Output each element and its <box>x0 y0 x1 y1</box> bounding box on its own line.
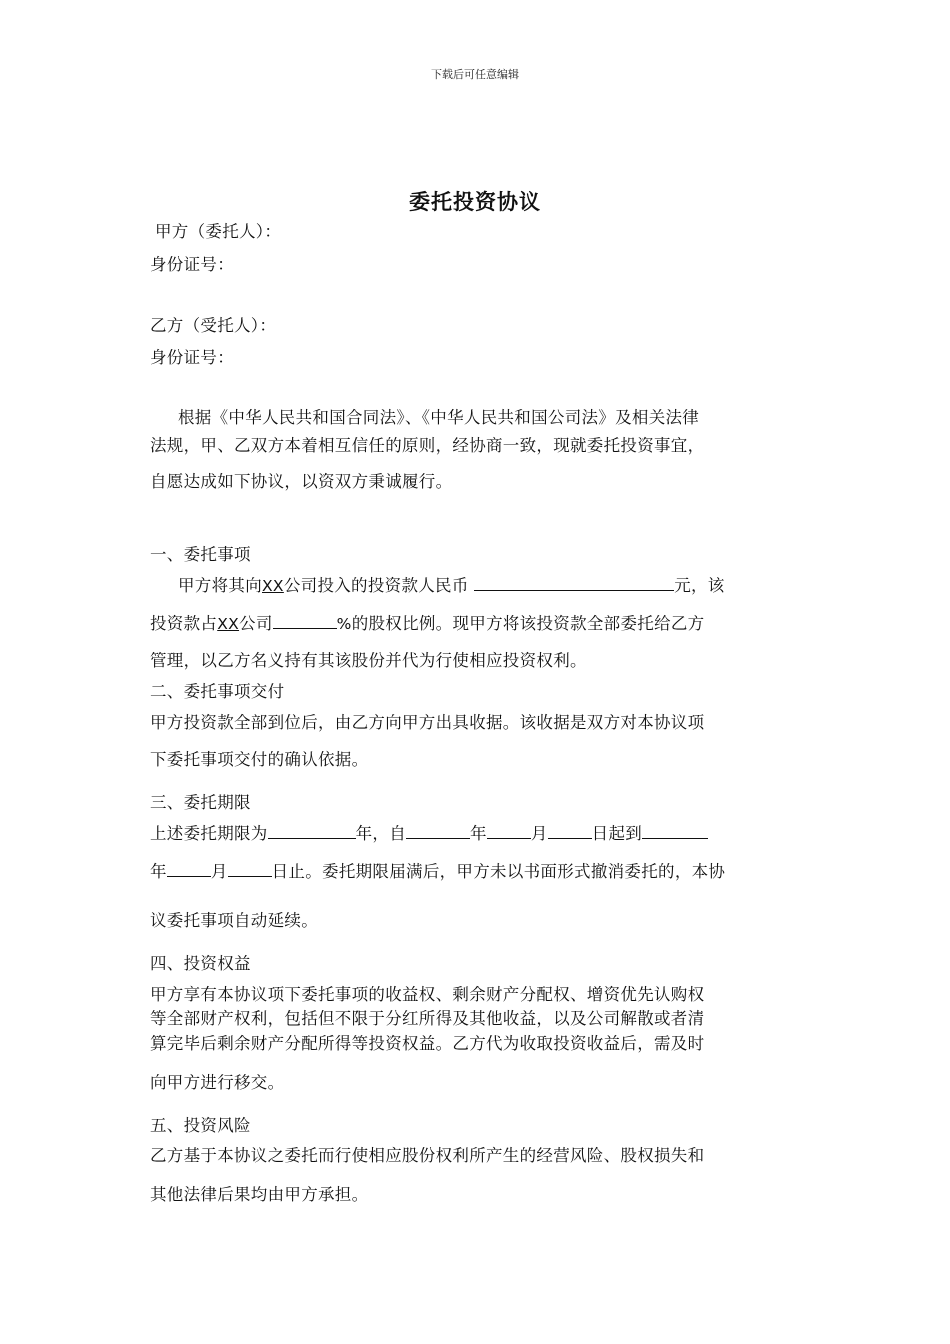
s3-year-2: 年 <box>470 824 487 843</box>
preamble-line-3: 自愿达成如下协议，以资双方秉诚履行。 <box>150 472 453 491</box>
s1-text-f: 的股权比例。现甲方将该投资款全部委托给乙方 <box>351 614 705 633</box>
header-note: 下载后可任意编辑 <box>431 68 519 81</box>
end-year-blank <box>642 823 708 839</box>
start-day-blank <box>548 823 592 839</box>
s1-text-d: 投资款占 <box>150 614 218 633</box>
s1-text-a: 甲方将其向 <box>178 576 262 595</box>
start-year-blank <box>406 823 470 839</box>
section-2-line-2: 下委托事项交付的确认依据。 <box>150 750 369 769</box>
section-3-line-2 <box>150 858 725 882</box>
section-1-heading: 一、委托事项 <box>150 545 251 564</box>
s3-year-1: 年 <box>355 824 373 843</box>
section-4-line-2: 等全部财产权利，包括但不限于分红所得及其他收益，以及公司解散或者清 <box>150 1009 705 1028</box>
section-1-line-2 <box>150 610 705 634</box>
end-day-blank <box>228 861 272 877</box>
s1-text-c: 元，该 <box>674 576 725 595</box>
section-5-heading: 五、投资风险 <box>150 1116 251 1135</box>
party-b-id-label: 身份证号： <box>150 348 234 367</box>
xx-company-placeholder: XX <box>262 577 284 595</box>
party-b-label: 乙方（受托人）： <box>150 316 277 335</box>
section-4-line-4: 向甲方进行移交。 <box>150 1073 285 1092</box>
preamble-line-2: 法规，甲、乙双方本着相互信任的原则，经协商一致，现就委托投资事宜， <box>150 436 705 455</box>
section-1-line-3: 管理，以乙方名义持有其该股份并代为行使相应投资权利。 <box>150 651 587 670</box>
section-1-line-1 <box>178 572 725 596</box>
s3-month-1: 月 <box>530 824 548 843</box>
section-2-line-1: 甲方投资款全部到位后，由乙方向甲方出具收据。该收据是双方对本协议项 <box>150 713 705 732</box>
document-title: 委托投资协议 <box>409 189 541 214</box>
s3-month-2: 月 <box>210 862 228 881</box>
s3-from: ，自 <box>372 824 407 843</box>
section-3-line-3: 议委托事项自动延续。 <box>150 911 318 930</box>
section-3-line-1 <box>150 820 708 844</box>
xx-company-placeholder-2: XX <box>217 615 240 633</box>
section-4-line-3: 算完毕后剩余财产分配所得等投资权益。乙方代为收取投资收益后，需及时 <box>150 1034 705 1053</box>
section-4-line-1: 甲方享有本协议项下委托事项的收益权、剩余财产分配权、增资优先认购权 <box>150 985 705 1004</box>
start-month-blank <box>487 823 531 839</box>
percent-sign: % <box>336 615 352 633</box>
preamble-line-1: 根据《中华人民共和国合同法》、《中华人民共和国公司法》及相关法律 <box>178 408 700 427</box>
amount-blank <box>474 575 674 591</box>
s3-year-3: 年 <box>150 862 167 881</box>
s1-text-e: 公司 <box>239 614 273 633</box>
s1-text-b: 公司投入的投资款人民币 <box>283 576 469 595</box>
s3-until: 日止。委托期限届满后，甲方未以书面形式撤消委托的，本协 <box>271 862 726 881</box>
party-a-label: 甲方（委托人）： <box>155 222 282 241</box>
section-5-line-1: 乙方基于本协议之委托而行使相应股份权利所产生的经营风险、股权损失和 <box>150 1146 705 1165</box>
period-years-blank <box>268 823 356 839</box>
section-4-heading: 四、投资权益 <box>150 954 251 973</box>
s3-from-to: 日起到 <box>591 824 643 843</box>
party-a-id-label: 身份证号： <box>150 255 234 274</box>
section-5-line-2: 其他法律后果均由甲方承担。 <box>150 1185 369 1204</box>
s3-text-a: 上述委托期限为 <box>150 824 268 843</box>
section-3-heading: 三、委托期限 <box>150 793 251 812</box>
end-month-blank <box>167 861 211 877</box>
section-2-heading: 二、委托事项交付 <box>150 682 285 701</box>
percent-blank <box>273 613 337 629</box>
